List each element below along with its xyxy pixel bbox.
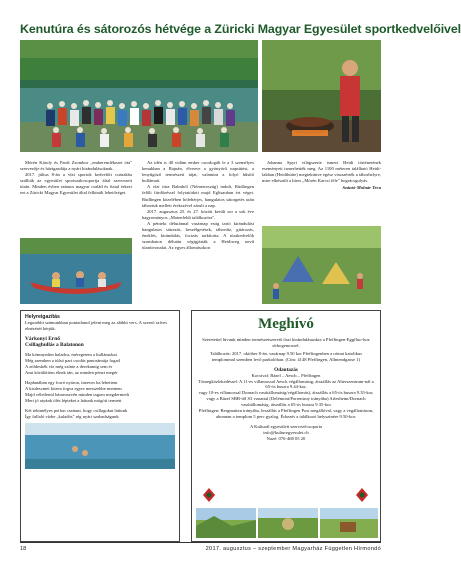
folk-emblem-right-icon <box>353 486 371 504</box>
page-footer <box>20 542 381 554</box>
article-column-1 <box>20 160 132 197</box>
article-paragraph: A vízi túra Balmhól (Németország) indult, Rüdlingen felőli fürdőzéssel folytatódott majd Eglisauban ért véget. Rüdlingen közelében hófehérjes, hangulatos sátorgetés után táboztuk mellett érekszével zárult a nap. <box>142 184 254 208</box>
camp-photo <box>262 226 381 304</box>
folk-emblem-left-icon <box>200 486 218 504</box>
invitation-meeting: Találkozás: 2017. október 8-án, vasárnap 9.50 kor Pfeffingenben a római katolikus templommal szemben levő parkolóban. (Cím: 4148 Pfeffingen, Allmendgasse 1) <box>209 350 363 362</box>
poem-title: Csillaghullás a Balatonon <box>25 342 84 348</box>
poem-stanza: Két tekintélyes peifon csattant, hogy csillagokat láttunk Így fullaló vízbe „kaladós" rég nyári szabadságunk <box>25 407 128 419</box>
article-paragraph: 2017. július 8-án a vízi sportok kedvelőit csónakba szállták az egyesület sportszakcsoportja által szervezett túrán. Minden évben számos magyar család és fiatal érkezi ezt a Züricki Magyar Egyesület által felkínált lehetőséget. <box>20 172 132 196</box>
group-photo <box>20 40 258 152</box>
article-paragraph: Az idén is 40 vidám ember csordogált le a 3 személyes kenukban a Rajnán, élvezve a gyönyörű napsütést, a lenyűgöző természeti tájat, valamint a folyó hűsítő hullámait. <box>142 160 254 184</box>
article-column-2 <box>142 160 254 251</box>
article-headline: Kenutúra és sátorozós hétvége a Züricki Magyar Egyesület sportkedvelőivel <box>20 22 461 36</box>
hike-photo-1 <box>196 508 256 538</box>
article-signature: Szántó-Molnár Teca <box>342 185 381 191</box>
issue-label: 2017. augusztus – szeptember Magyarház Független Hírmondó <box>205 546 381 552</box>
cooking-photo <box>262 40 381 152</box>
canoe-photo <box>20 238 132 304</box>
hike-photo-3 <box>320 508 378 538</box>
article-paragraph: 2017. augusztus 25. és 27. között került sor a sok éve hagyományos „Maienfeldi találkozóra". <box>142 208 254 220</box>
correction-box <box>20 310 180 542</box>
page-number: 18 <box>20 546 27 552</box>
hike-photo-2 <box>258 508 318 538</box>
invitation-title: Meghívó <box>258 316 314 332</box>
lake-photo <box>25 423 175 469</box>
invitation-intro: Szeretettel hívunk minden természetszerető őszi kirándulásunkra a Pfeffingen-Eggfluo-hoz sírbogemossel. <box>202 337 370 348</box>
correction-text: Legutóbbi számunkban pontatlanul jelent meg az alábbi vers. A szerző szíves elnézését kérjük. <box>25 320 167 331</box>
poem-author: Várkonyi Ernő <box>25 335 60 342</box>
invitation-travel-text: Kocsival: Bázel – Aesch – Pfeffingen Tömegközlekedéssel: A 11-es villamossal Aesch végállomásig, átszállás az Alterszentrum-nál a 65-ös buszra 9.44-kor, vagy 10-es villamossal Dornach vasútállomásig/végállomás), átszállás a 65-ös buszra 9.35-kor, vagy a Bázel SBB-től S3 vonattal (Delémont/Porrentruy irányába) Arlesheim/Dornach vasútállomásig, átszállás a 65-ös buszra 9.35-kor Pfeffingen: Bergmatten irányába, leszállás a Pfeffingen Post megállóval, vagy a vegállomáson, ahonnan a templom 5 perc gyalog. Érkezés a találkozó helyszínére 9.50-kor. <box>198 372 374 419</box>
invitation-travel-heading: Odautazás <box>274 366 298 373</box>
article-column-3 <box>262 160 381 191</box>
invitation-contact: A Kulturál egyesületi szervezőcsoporta info@kulturegyesulet.ch Nazé: 076-468 05 20 <box>249 423 323 441</box>
poem-stanza: Hajdanában egy forró nyáron, tüzeves ha lehettem A kisdescmet közen fogva egyre messzebbe mentem Majd véletlenül háromszvén minden tagom megdermedt Mert jó atyánk ölés lépteket a hátunk mögött termett <box>25 380 129 403</box>
poem-stanza: Ma kömnyeden haladva, méregetem a hullámokat Még szemben a túlsó part csodás panorámája fogad A zöldeskék víz még színte a derekamig sem ér Ami körülöttöm élnek tán, az minden pénzt megér <box>25 352 120 376</box>
correction-title: Helyreigazítás <box>25 314 60 320</box>
article-paragraph: Mórén Károly és Pardi Zsombor „emberemlékezet óta" szervezője és házigazdája a nyári kirándulásoknak. <box>20 160 132 172</box>
article-paragraph: Johanna Spyri világszerte ismert Heidi történetének eseményeit ismerhették meg. Az 1100 méteren található Heidi-lakban (Heidihütte) megtekintve egész visszaérték a táborhelyre, mire elkészült a híres „Mórén Karcsi féle" bográcsgulyás. <box>262 160 382 184</box>
article-paragraph: A pénteki délutánnal vasárnap estig tartó kirándulást hangulatos sátrazás, beszélgetések, tábortűz, gitározás, éneklés, kirándulás, focizás tarkította. A túrakedvelők szombaton délután végigjárták a Heidiweg nevű túraútvonalat. Az egyes állomásokon <box>142 220 254 251</box>
